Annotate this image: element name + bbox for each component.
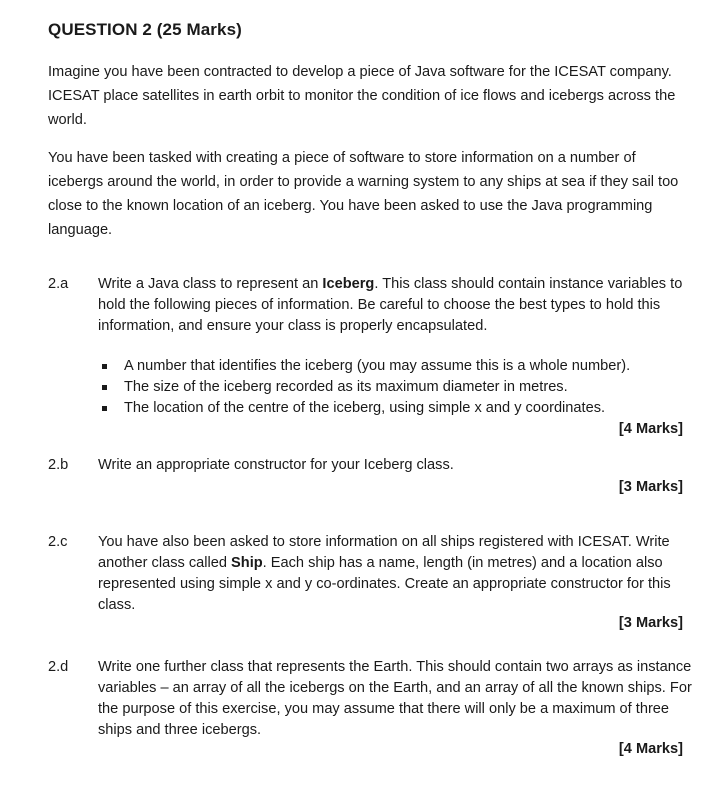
q2a-bullet-list — [98, 356, 630, 419]
q2a-text-post: . This class should contain instance variables to hold the following pieces of information. Be careful to choose the best types to hold this information, and ensure your class is properly encapsulated. — [98, 276, 683, 334]
intro-paragraph-2: You have been tasked with creating a piece of software to store information on a number of icebergs around the world, in order to provide a warning system to any ships at sea if they sail too close to the known location of an iceberg. You have been asked to use the Java programming language. — [48, 150, 679, 238]
q2a-text-pre: Write a Java class to represent an — [98, 276, 323, 292]
q2c-text-pre: You have also been asked to store information on all ships registered with ICESAT. Write another class called — [98, 534, 670, 571]
q2b-marks: [3 Marks] — [618, 479, 683, 495]
q2b-text: Write an appropriate constructor for your Iceberg class. — [98, 457, 454, 473]
q2c-class-name: Ship — [231, 555, 263, 571]
q2a-text — [98, 274, 693, 337]
q2c-number: 2.c — [48, 534, 68, 550]
q2a-class-name: Iceberg — [322, 276, 375, 292]
q2a-bullet: The size of the iceberg recorded as its maximum diameter in metres. — [98, 377, 630, 398]
q2d-text: Write one further class that represents the Earth. This should contain two arrays as instance variables – an array of all the icebergs on the Earth, and an array of all the known ships. For the purpose of this exercise, you may assume that there will only be a maximum of three ships and three icebergs. — [98, 659, 692, 738]
q2a-bullet: The location of the centre of the iceberg, using simple x and y coordinates. — [98, 398, 630, 419]
q2c-text — [98, 532, 693, 616]
q2c-marks: [3 Marks] — [618, 615, 683, 631]
q2b-number: 2.b — [48, 457, 69, 473]
q2d-marks: [4 Marks] — [618, 741, 683, 757]
q2d-number: 2.d — [48, 659, 69, 675]
intro-paragraph-1: Imagine you have been contracted to develop a piece of Java software for the ICESAT company. ICESAT place satellites in earth orbit to monitor the condition of ice flows and icebergs across the world. — [48, 64, 676, 128]
q2a-marks: [4 Marks] — [618, 421, 683, 437]
q2c-text-post: . Each ship has a name, length (in metres) and a location also represented using simple x and y co-ordinates. Create an appropriate constructor for this class. — [98, 555, 671, 613]
q2a-number: 2.a — [48, 276, 69, 292]
q2a-bullet: A number that identifies the iceberg (you may assume this is a whole number). — [98, 356, 630, 377]
question-title: QUESTION 2 (25 Marks) — [48, 20, 242, 39]
